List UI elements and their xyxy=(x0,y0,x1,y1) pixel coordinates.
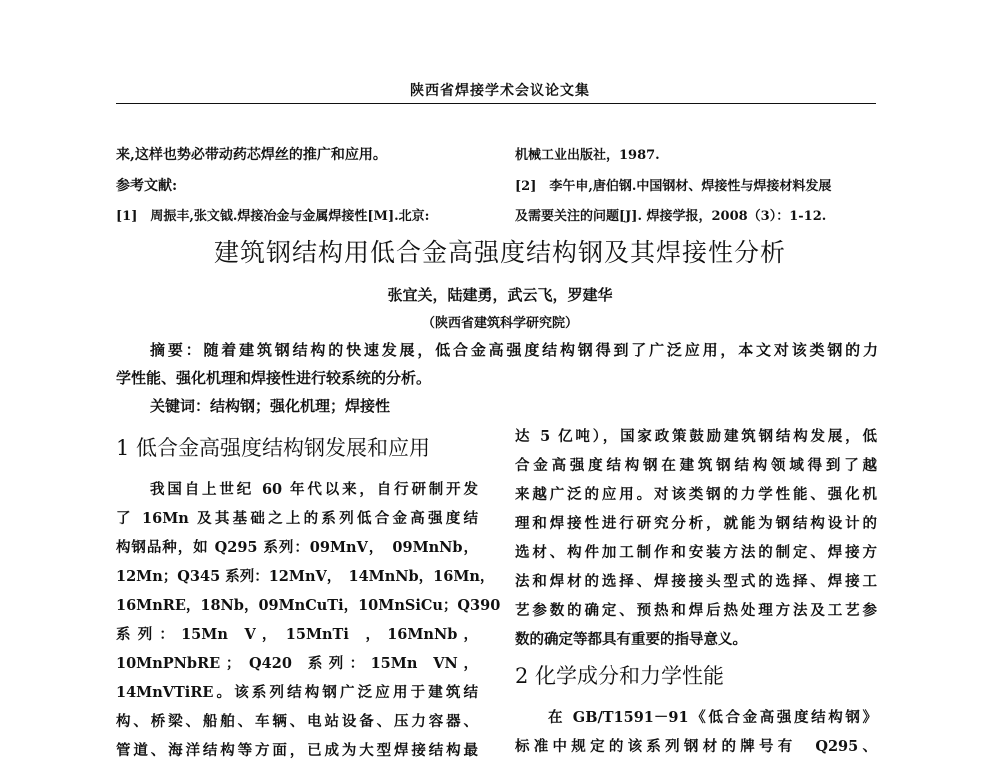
body-line: 合金高强度结构钢在建筑钢结构领域得到了越 xyxy=(515,457,877,474)
body-line: 构、桥梁、船舶、车辆、电站设备、压力容器、 xyxy=(116,713,478,730)
body-line: 10MnPNbRE ； Q420 系 列 ： 15Mn VN ， xyxy=(116,655,478,672)
body-line: 构钢品种，如 Q295 系列：09MnV， 09MnNb， xyxy=(116,539,478,556)
header-rule xyxy=(116,103,876,104)
body-line: 数的确定等都具有重要的指导意义。 xyxy=(515,631,747,648)
body-line: 达 5 亿吨），国家政策鼓励建筑钢结构发展，低 xyxy=(515,428,877,445)
reference-item: 及需要关注的问题[J]. 焊接学报，2008（3）：1-12. xyxy=(515,209,827,224)
reference-item: [2] 李午申,唐伯钢.中国钢材、焊接性与焊接材料发展 xyxy=(515,179,832,194)
body-line: 16MnRE，18Nb，09MnCuTi，10MnSiCu；Q390 xyxy=(116,597,501,614)
body-line: 标准中规定的该系列钢材的牌号有 Q295、 xyxy=(515,738,877,755)
body-line: 艺参数的确定、预热和焊后热处理方法及工艺参 xyxy=(515,602,877,619)
keywords: 关键词：结构钢；强化机理；焊接性 xyxy=(150,397,391,415)
reference-item: [1] 周振丰,张文钺.焊接冶金与金属焊接性[M].北京: xyxy=(116,209,430,224)
section-1-heading: 1 低合金高强度结构钢发展和应用 xyxy=(116,436,431,460)
abstract-line: 学性能、强化机理和焊接性进行较系统的分析。 xyxy=(116,369,432,387)
reference-item: 机械工业出版社，1987. xyxy=(515,148,660,163)
article-authors: 张宜关，陆建勇，武云飞，罗建华 xyxy=(387,286,613,304)
body-line: 理和焊接性进行研究分析，就能为钢结构设计的 xyxy=(515,515,877,532)
running-head: 陕西省焊接学术会议论文集 xyxy=(410,83,590,99)
body-line: 管道、海洋结构等方面，已成为大型焊接结构最 xyxy=(116,742,478,759)
body-line: 12Mn；Q345 系列：12MnV， 14MnNb，16Mn， xyxy=(116,568,495,585)
article-title: 建筑钢结构用低合金高强度结构钢及其焊接性分析 xyxy=(213,238,786,267)
abstract-line: 摘要：随着建筑钢结构的快速发展，低合金高强度结构钢得到了广泛应用，本文对该类钢的力 xyxy=(150,341,878,359)
section-2-heading: 2 化学成分和力学性能 xyxy=(515,664,725,688)
body-line: 我国自上世纪 60 年代以来，自行研制开发 xyxy=(150,481,478,498)
article-affiliation: （陕西省建筑科学研究院） xyxy=(421,316,578,331)
body-line: 14MnVTiRE。该系列结构钢广泛应用于建筑结 xyxy=(116,684,478,701)
body-line: 了 16Mn 及其基础之上的系列低合金高强度结 xyxy=(116,510,478,527)
body-line: 法和焊材的选择、焊接接头型式的选择、焊接工 xyxy=(515,573,877,590)
body-line: 系 列 ： 15Mn V ， 15MnTi ， 16MnNb ， xyxy=(116,626,478,643)
body-line: 来越广泛的应用。对该类钢的力学性能、强化机 xyxy=(515,486,877,503)
body-line: 在 GB/T1591－91《低合金高强度结构钢》 xyxy=(548,709,877,726)
references-heading: 参考文献: xyxy=(116,178,178,194)
body-line: 选材、构件加工制作和安装方法的制定、焊接方 xyxy=(515,544,877,561)
prev-article-text: 来,这样也势必带动药芯焊丝的推广和应用。 xyxy=(116,147,387,163)
